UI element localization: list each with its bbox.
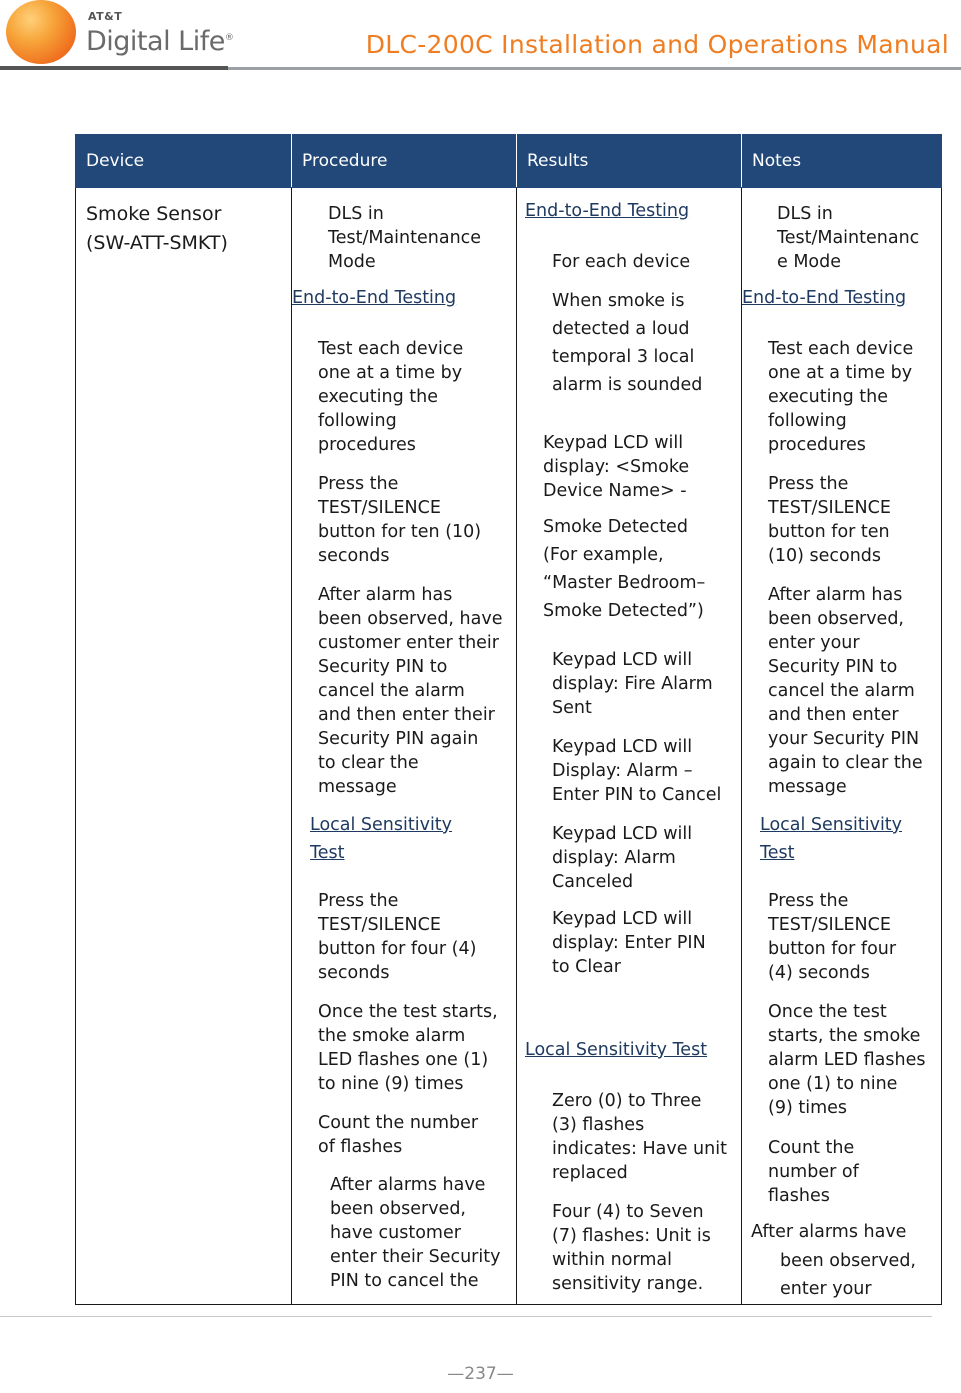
footer-divider xyxy=(0,1316,932,1317)
procedure-step: Count the number of flashes xyxy=(318,1113,479,1157)
device-cell xyxy=(76,188,292,1305)
table-header-row xyxy=(76,135,942,188)
results-cell xyxy=(517,188,742,1305)
procedure-cell xyxy=(292,188,517,1305)
column-header-device: Device xyxy=(76,135,292,188)
notes-step: After alarm has been observed, enter your Security PIN to cancel the alarm and then enter your Security PIN again to clear the message xyxy=(768,585,923,797)
column-header-results: Results xyxy=(517,135,742,188)
procedure-step: After alarms have been observed, have customer enter their Security PIN to cancel the xyxy=(330,1175,501,1291)
notes-step: Count the number of flashes xyxy=(768,1138,859,1206)
notes-heading-local-sensitivity: Local Sensitivity Test xyxy=(760,815,903,863)
result-item: For each device xyxy=(552,252,691,272)
procedure-heading-end-to-end: End-to-End Testing xyxy=(292,288,457,308)
results-heading-local-sensitivity: Local Sensitivity Test xyxy=(525,1040,708,1060)
notes-step: Press the TEST/SILENCE button for four (4) seconds xyxy=(768,891,897,983)
result-item: Four (4) to Seven (7) flashes: Unit is within normal sensitivity range. xyxy=(552,1202,711,1294)
result-item: When smoke is detected a loud temporal 3 local alarm is sounded xyxy=(552,291,703,395)
procedure-mode: DLS in Test/Maintenance Mode xyxy=(328,204,482,272)
notes-step: Once the test starts, the smoke alarm LED flashes one (1) to nine (9) times xyxy=(768,1002,926,1118)
manual-title: DLC-200C Installation and Operations Manual xyxy=(365,30,949,59)
result-item: Zero (0) to Three (3) flashes indicates: Have unit replaced xyxy=(552,1091,727,1183)
procedure-step: Test each device one at a time by executing the following procedures xyxy=(318,339,464,455)
notes-heading-end-to-end: End-to-End Testing xyxy=(742,288,907,308)
procedure-step: After alarm has been observed, have customer enter their Security PIN to cancel the alarm and then enter their Security PIN again to clear the message xyxy=(318,585,503,797)
result-item: Keypad LCD will display: Enter PIN to Clear xyxy=(552,909,706,977)
procedure-step: Press the TEST/SILENCE button for four (4) seconds xyxy=(318,891,477,983)
result-item: Smoke Detected (For example, “Master Bedroom– Smoke Detected”) xyxy=(543,517,706,621)
att-digital-life-logo xyxy=(4,0,244,66)
header-accent-bar xyxy=(0,66,228,70)
att-globe-icon xyxy=(6,0,76,64)
result-item: Keypad LCD will Display: Alarm – Enter PIN to Cancel xyxy=(552,737,722,805)
table-row xyxy=(76,188,942,1305)
results-heading-end-to-end: End-to-End Testing xyxy=(525,201,690,221)
result-item: Keypad LCD will display: <Smoke Device Name> - xyxy=(543,433,690,501)
page-number: —237— xyxy=(447,1364,514,1384)
column-header-procedure: Procedure xyxy=(292,135,517,188)
result-item: Keypad LCD will display: Fire Alarm Sent xyxy=(552,650,713,718)
notes-step: After alarms have xyxy=(751,1222,907,1242)
notes-step: Test each device one at a time by executing the following procedures xyxy=(768,339,914,455)
notes-mode: DLS in Test/Maintenanc e Mode xyxy=(777,204,920,272)
result-item: Keypad LCD will display: Alarm Canceled xyxy=(552,824,693,892)
procedure-step: Press the TEST/SILENCE button for ten (10) seconds xyxy=(318,474,482,566)
procedure-heading-local-sensitivity: Local Sensitivity Test xyxy=(310,815,453,863)
notes-step: been observed, enter your xyxy=(780,1251,916,1299)
device-name: Smoke Sensor (SW-ATT-SMKT) xyxy=(86,203,228,254)
logo-digital-life-text: Digital Life® xyxy=(86,26,234,57)
notes-cell xyxy=(742,188,942,1305)
procedure-step: Once the test starts, the smoke alarm LED flashes one (1) to nine (9) times xyxy=(318,1002,498,1094)
logo-att-text: AT&T xyxy=(88,10,123,23)
column-header-notes: Notes xyxy=(742,135,942,188)
notes-step: Press the TEST/SILENCE button for ten (10) seconds xyxy=(768,474,891,566)
test-procedure-table xyxy=(75,134,942,1305)
